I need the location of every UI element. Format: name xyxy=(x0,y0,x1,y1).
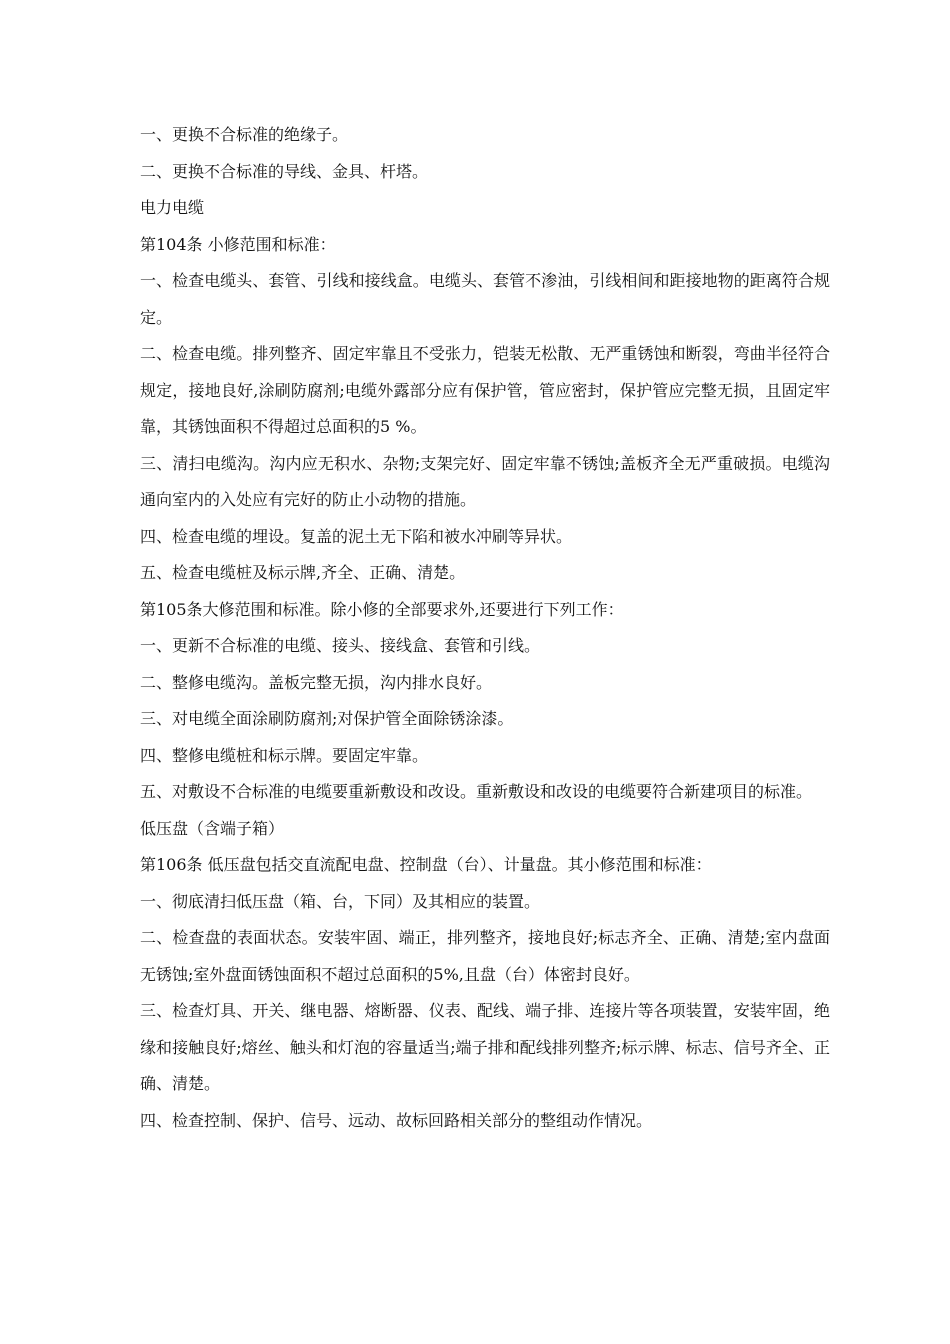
paragraph: 四、整修电缆桩和标示牌。要固定牢靠。 xyxy=(140,745,429,765)
article-heading: 第104条 小修范围和标准： xyxy=(140,234,336,254)
paragraph: 二、整修电缆沟。盖板完整无损，沟内排水良好。 xyxy=(140,672,493,692)
paragraph: 一、更换不合标准的绝缘子。 xyxy=(140,125,349,144)
paragraph: 四、检查控制、保护、信号、远动、故标回路相关部分的整组动作情况。 xyxy=(140,1110,653,1130)
section-heading: 电力电缆 xyxy=(140,198,205,217)
paragraph: 一、检查电缆头、套管、引线和接线盒。电缆头、套管不渗油，引线相间和距接地物的距离符合规定。 xyxy=(140,271,830,327)
article-heading: 第106条 低压盘包括交直流配电盘、控制盘（台）、计量盘。其小修范围和标准： xyxy=(140,855,712,874)
paragraph: 五、检查电缆桩及标示牌,齐全、正确、清楚。 xyxy=(140,563,466,582)
paragraph: 四、检查电缆的埋设。复盖的泥土无下陷和被水冲刷等异状。 xyxy=(140,526,573,546)
paragraph: 二、检查盘的表面状态。安装牢固、端正，排列整齐，接地良好;标志齐全、正确、清楚;室内盘面无锈蚀;室外盘面锈蚀面积不超过总面积的5%,且盘（台）体密封良好。 xyxy=(140,928,830,984)
section-heading: 低压盘（含端子箱） xyxy=(140,818,285,838)
paragraph: 二、检查电缆。排列整齐、固定牢靠且不受张力，铠装无松散、无严重锈蚀和断裂，弯曲半径符合规定，接地良好,涂刷防腐剂;电缆外露部分应有保护管，管应密封，保护管应完整无损，且固定牢靠，其锈蚀面积不得超过总面积的5 %。 xyxy=(140,344,830,436)
paragraph: 五、对敷设不合标准的电缆要重新敷设和改设。重新敷设和改设的电缆要符合新建项目的标准。 xyxy=(140,782,813,801)
paragraph: 二、更换不合标准的导线、金具、杆塔。 xyxy=(140,161,429,181)
paragraph: 三、检查灯具、开关、继电器、熔断器、仪表、配线、端子排、连接片等各项装置，安装牢固，绝缘和接触良好;熔丝、触头和灯泡的容量适当;端子排和配线排列整齐;标示牌、标志、信号齐全、正确、清楚。 xyxy=(140,1001,830,1093)
paragraph: 三、清扫电缆沟。沟内应无积水、杂物;支架完好、固定牢靠不锈蚀;盖板齐全无严重破损。电缆沟通向室内的入处应有完好的防止小动物的措施。 xyxy=(140,453,830,509)
paragraph: 一、更新不合标准的电缆、接头、接线盒、套管和引线。 xyxy=(140,636,541,655)
paragraph: 三、对电缆全面涂刷防腐剂;对保护管全面除锈涂漆。 xyxy=(140,709,514,728)
document-body xyxy=(140,117,830,1139)
paragraph: 一、彻底清扫低压盘（箱、台，下同）及其相应的装置。 xyxy=(140,891,541,911)
article-heading: 第105条大修范围和标准。除小修的全部要求外,还要进行下列工作： xyxy=(140,599,624,619)
